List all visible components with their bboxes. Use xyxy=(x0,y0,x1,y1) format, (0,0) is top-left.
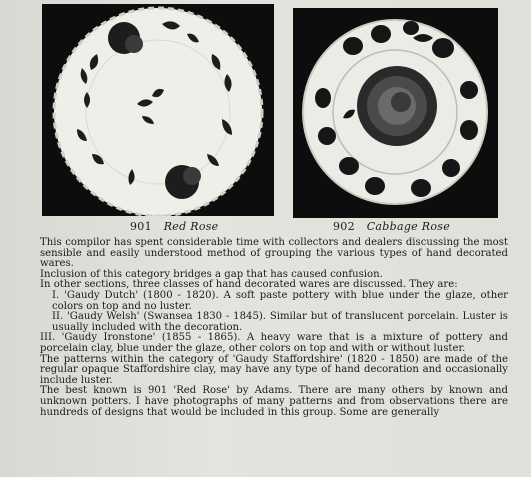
paragraph-classes: In other sections, three classes of hand decorated wares are discussed. They are: xyxy=(40,279,458,291)
cabbage-rose-plate-image xyxy=(293,8,498,218)
paragraph-inclusion: Inclusion of this category bridges a gap that has caused confusion. xyxy=(40,268,383,280)
red-rose-plate-photo xyxy=(42,4,274,216)
red-rose-plate-image xyxy=(42,4,274,216)
paragraph-gaudy-welsh: II. 'Gaudy Welsh' (Swansea 1830 - 1845). Similar but of translucent porcelain. Luster is usually included with the decoration. xyxy=(52,311,508,333)
body-text xyxy=(40,238,508,418)
figure-number: 902 xyxy=(333,220,355,233)
figure-name: Red Rose xyxy=(163,220,219,233)
figure-caption-902 xyxy=(333,220,450,233)
figure-caption-901 xyxy=(130,220,219,233)
cabbage-rose-plate-photo xyxy=(293,8,498,218)
paragraph-intro: This compilor has spent considerable time with collectors and dealers discussing the most sensible and easily understood method of grouping the various types of hand decorated wares. xyxy=(40,237,508,270)
paragraph-gaudy-dutch: I. 'Gaudy Dutch' (1800 - 1820). A soft paste pottery with blue under the glaze, other colors on top and no luster. xyxy=(52,289,508,312)
figure-number: 901 xyxy=(130,220,152,233)
paragraph-gaudy-ironstone: III. 'Gaudy Ironstone' (1855 - 1865). A heavy ware that is a mixture of pottery and porcelain clay, blue under the glaze, other colors on top and with or without luster. xyxy=(40,332,508,354)
paragraph-red-rose: The best known is 901 'Red Rose' by Adams. There are many others by known and unknown potters. I have photographs of many patterns and from observations there are hundreds of designs that would be included in this group. Some are generally xyxy=(40,385,508,418)
figure-name: Cabbage Rose xyxy=(366,220,451,233)
paragraph-gaudy-staffordshire: The patterns within the category of 'Gaudy Staffordshire' (1820 - 1850) are made of the regular opaque Staffordshire clay, may have any type of hand decoration and occasionally include luster. xyxy=(40,353,508,386)
